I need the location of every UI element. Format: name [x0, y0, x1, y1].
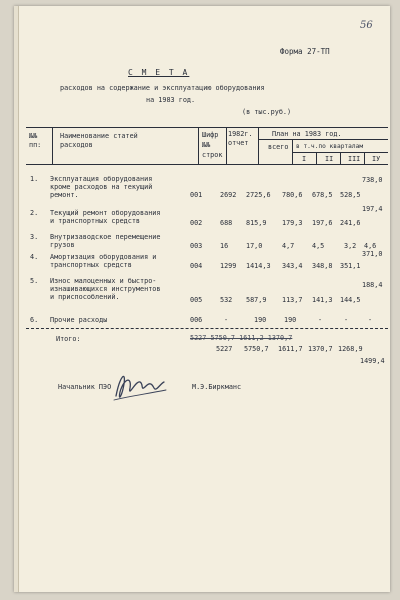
row-q2: 348,8 — [312, 262, 333, 270]
row-q2: 197,6 — [312, 219, 333, 227]
col-divider-no — [52, 127, 53, 164]
handwritten-signature — [110, 366, 172, 406]
total-q1: 1611,7 — [278, 345, 303, 353]
signatory-name: М.Э.Биркманс — [192, 383, 242, 391]
row-plan-total: 190 — [254, 316, 267, 324]
row-number: 3. — [30, 233, 39, 241]
row-value-1982: 2692 — [220, 191, 237, 199]
row-value-1982: 532 — [220, 296, 233, 304]
col-divider-name — [198, 127, 199, 164]
row-item-name: Амортизация оборудования и транспортных средств — [50, 253, 157, 269]
row-number: 2. — [30, 209, 39, 217]
document-title: С М Е Т А — [128, 68, 190, 77]
row-q2: - — [318, 316, 323, 324]
row-code: 004 — [190, 262, 203, 270]
row-q3: 3,2 — [344, 242, 357, 250]
subtitle-line-2: на 1983 год. — [146, 96, 196, 104]
row-q2: 678,5 — [312, 191, 333, 199]
header-number: №№ пп: — [29, 132, 42, 149]
row-q1: 780,6 — [282, 191, 303, 199]
col-divider-q3 — [364, 152, 365, 164]
total-1982: 5227 — [216, 345, 233, 353]
row-q4: 4,6 — [364, 242, 377, 250]
document-page — [14, 6, 390, 592]
row-item-name: Текущий ремонт оборудования и транспортных средств — [50, 209, 161, 225]
total-struck-out: 5227 5750,7 1611,2 1370,7 — [190, 334, 293, 342]
table-top-rule — [26, 127, 388, 128]
totals-rule — [26, 328, 388, 329]
row-plan-total: 815,9 — [246, 219, 267, 227]
row-code: 003 — [190, 242, 203, 250]
form-label: Форма 27-ТП — [280, 47, 330, 56]
row-item-name: Эксплуатация оборудования кроме расходов на текущий ремонт. — [50, 175, 153, 199]
header-quarters: в т.ч.по кварталам — [296, 143, 364, 150]
row-q3: - — [344, 316, 349, 324]
row-q1: 343,4 — [282, 262, 303, 270]
row-q4: 197,4 — [362, 205, 383, 213]
row-q3: 351,1 — [340, 262, 361, 270]
row-number: 1. — [30, 175, 39, 183]
total-q4: 1499,4 — [360, 357, 385, 365]
row-q2: 141,3 — [312, 296, 333, 304]
row-plan-total: 17,0 — [246, 242, 263, 250]
header-code: Шифр №№ строк — [202, 131, 223, 159]
header-q3: III — [348, 155, 361, 163]
row-q3: 144,5 — [340, 296, 361, 304]
col-divider-q1 — [316, 152, 317, 164]
row-value-1982: - — [224, 316, 229, 324]
row-code: 005 — [190, 296, 203, 304]
units-note: (в тыс.руб.) — [242, 108, 292, 116]
header-q4: IУ — [372, 155, 381, 163]
row-q2: 4,5 — [312, 242, 325, 250]
total-label: Итого: — [56, 335, 81, 343]
row-plan-total: 587,9 — [246, 296, 267, 304]
row-q1: 113,7 — [282, 296, 303, 304]
plan-header-rule — [258, 139, 388, 140]
header-q1: I — [302, 155, 307, 163]
row-q1: 190 — [284, 316, 297, 324]
row-code: 006 — [190, 316, 203, 324]
row-value-1982: 688 — [220, 219, 233, 227]
table-header-rule — [26, 164, 388, 165]
row-q4: - — [368, 316, 373, 324]
subtitle-line-1: расходов на содержание и эксплуатацию оборудования — [60, 84, 265, 92]
row-item-name: Износ малоценных и быстро- изнашивающихся инструментов и приспособлений. — [50, 277, 161, 301]
total-plan: 5750,7 — [244, 345, 269, 353]
row-q3: 241,6 — [340, 219, 361, 227]
row-number: 5. — [30, 277, 39, 285]
row-q1: 4,7 — [282, 242, 295, 250]
col-divider-q2 — [340, 152, 341, 164]
row-q3: 528,5 — [340, 191, 361, 199]
row-item-name: Прочие расходы — [50, 316, 108, 324]
header-total: всего — [268, 143, 289, 151]
header-plan-1983: План на 1983 год. — [272, 130, 342, 138]
col-divider-1982 — [258, 127, 259, 164]
row-q4: 188,4 — [362, 281, 383, 289]
row-q1: 179,3 — [282, 219, 303, 227]
binding-edge — [14, 6, 19, 592]
header-q2: II — [325, 155, 334, 163]
row-plan-total: 2725,6 — [246, 191, 271, 199]
row-code: 002 — [190, 219, 203, 227]
row-value-1982: 1299 — [220, 262, 237, 270]
page-number: 56 — [360, 20, 373, 31]
row-item-name: Внутризаводское перемещение грузов — [50, 233, 161, 249]
total-q3: 1268,9 — [338, 345, 363, 353]
signatory-position: Начальник ПЭО — [58, 383, 112, 391]
header-1982: 1982г. отчет — [228, 130, 253, 147]
col-divider-code — [226, 127, 227, 164]
row-value-1982: 16 — [220, 242, 229, 250]
row-number: 6. — [30, 316, 39, 324]
header-item-name: Наименование статей расходов — [60, 132, 138, 149]
row-code: 001 — [190, 191, 203, 199]
row-q4: 371,0 — [362, 250, 383, 258]
row-plan-total: 1414,3 — [246, 262, 271, 270]
row-number: 4. — [30, 253, 39, 261]
col-divider-total — [292, 139, 293, 164]
row-q4: 738,0 — [362, 176, 383, 184]
total-q2: 1370,7 — [308, 345, 333, 353]
